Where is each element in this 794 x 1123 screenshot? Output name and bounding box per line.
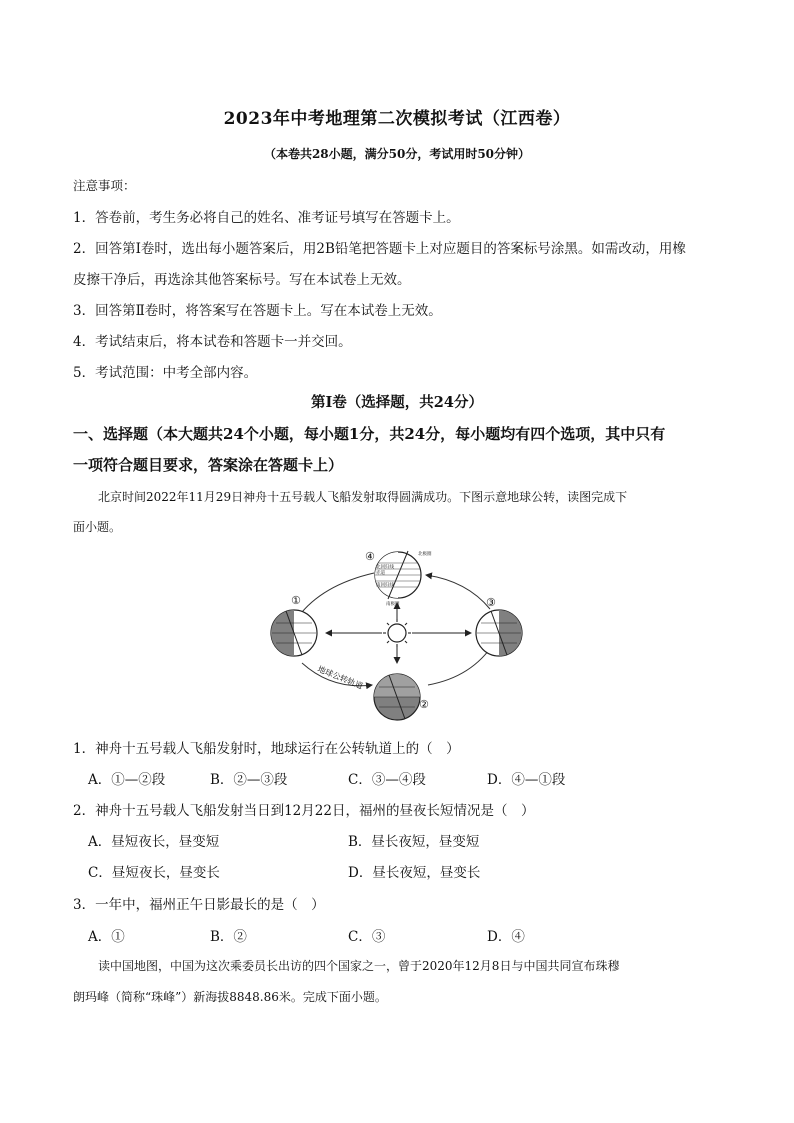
earth-position-3 bbox=[476, 610, 522, 656]
earth-position-1 bbox=[271, 610, 317, 656]
orbit-label: 地球公转轨道 bbox=[316, 664, 365, 691]
orbit-arc bbox=[426, 575, 490, 609]
option-1c: C．③—④段 bbox=[348, 772, 426, 788]
question-1: 1．神舟十五号载人飞船发射时，地球运行在公转轨道上的（ ） bbox=[73, 741, 460, 757]
option-2d: D．昼长夜短，昼变长 bbox=[348, 865, 481, 881]
lat-label: 北极圈 bbox=[418, 552, 432, 557]
option-3a: A．① bbox=[88, 929, 125, 945]
option-2a: A．昼短夜长，昼变短 bbox=[88, 834, 220, 850]
option-1d: D．④—①段 bbox=[487, 772, 566, 788]
option-1a: A．①—②段 bbox=[88, 772, 166, 788]
note-item: 4．考试结束后，将本试卷和答题卡一并交回。 bbox=[73, 334, 352, 350]
intro-text: 读中国地图，中国为这次乘委员长出访的四个国家之一，曾于2020年12月8日与中国共同宣布珠穆 bbox=[98, 959, 620, 973]
page-subtitle: （本卷共28小题，满分50分，考试用时50分钟） bbox=[263, 147, 531, 161]
earth-revolution-diagram bbox=[262, 545, 534, 727]
lat-label: 北回归线 bbox=[376, 565, 394, 570]
position-label-3: ③ bbox=[486, 596, 496, 609]
section-title: 第Ⅰ卷（选择题，共24分） bbox=[311, 394, 483, 411]
option-3b: B．② bbox=[210, 929, 247, 945]
notes-heading: 注意事项： bbox=[73, 178, 136, 193]
earth-position-2 bbox=[374, 674, 420, 720]
orbit-arc bbox=[298, 573, 374, 617]
option-3d: D．④ bbox=[487, 929, 525, 945]
option-2c: C．昼短夜长，昼变长 bbox=[88, 865, 220, 881]
page-title: 2023年中考地理第二次模拟考试（江西卷） bbox=[223, 109, 571, 129]
lat-label: 南回归线 bbox=[376, 583, 394, 588]
note-item: 2．回答第Ⅰ卷时，选出每小题答案后，用2B铅笔把答题卡上对应题目的答案标号涂黑。如需改动，用橡 bbox=[73, 241, 686, 257]
question-3: 3．一年中，福州正午日影最长的是（ ） bbox=[73, 897, 325, 913]
intro-text: 北京时间2022年11月29日神舟十五号载人飞船发射取得圆满成功。下图示意地球公转，读图完成下 bbox=[98, 490, 628, 504]
section-heading: 一、选择题（本大题共24个小题，每小题1分，共24分，每小题均有四个选项，其中只有 bbox=[73, 425, 666, 443]
earth-position-4 bbox=[375, 550, 432, 607]
lat-label: 南极圈 bbox=[386, 602, 400, 607]
option-2b: B．昼长夜短，昼变短 bbox=[348, 834, 480, 850]
note-item: 3．回答第Ⅱ卷时，将答案写在答题卡上。写在本试卷上无效。 bbox=[73, 303, 442, 319]
option-3c: C．③ bbox=[348, 929, 386, 945]
intro-text: 朗玛峰（简称“珠峰”）新海拔8848.86米。完成下面小题。 bbox=[73, 990, 387, 1004]
intro-text: 面小题。 bbox=[73, 520, 122, 534]
note-item: 皮擦干净后，再选涂其他答案标号。写在本试卷上无效。 bbox=[73, 272, 411, 288]
option-1b: B．②—③段 bbox=[210, 772, 288, 788]
lat-label: 赤道 bbox=[376, 571, 385, 576]
question-2: 2．神舟十五号载人飞船发射当日到12月22日，福州的昼夜长短情况是（ ） bbox=[73, 803, 535, 819]
position-label-2: ② bbox=[419, 698, 429, 711]
position-label-4: ④ bbox=[365, 550, 375, 563]
note-item: 1．答卷前，考生务必将自己的姓名、准考证号填写在答题卡上。 bbox=[73, 210, 460, 226]
sun-icon bbox=[383, 619, 411, 647]
section-heading: 一项符合题目要求，答案涂在答题卡上） bbox=[73, 456, 344, 474]
note-item: 5．考试范围：中考全部内容。 bbox=[73, 365, 258, 381]
position-label-1: ① bbox=[291, 594, 301, 607]
